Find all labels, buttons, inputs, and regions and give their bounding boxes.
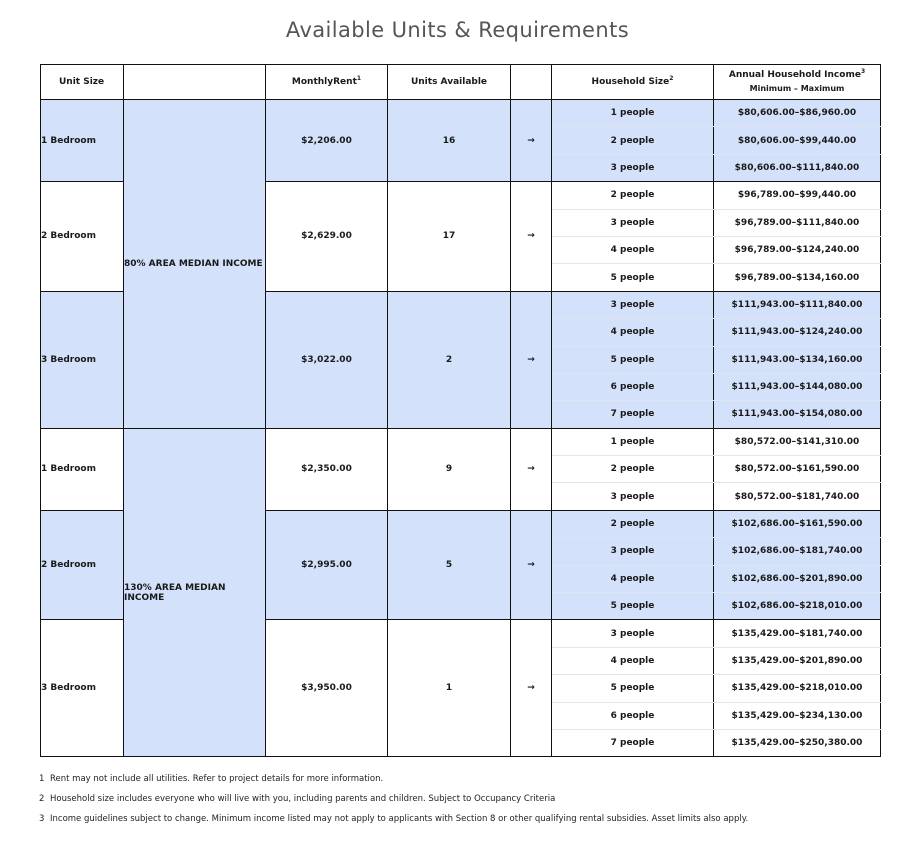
header-annual-income: Annual Household Income$^3$ Minimum – Maximum xyxy=(714,65,881,100)
monthly-rent-cell: $3,022.00 xyxy=(266,291,388,428)
income-range-cell: $111,943.00–$111,840.00 xyxy=(714,291,881,318)
units-available-cell: 17 xyxy=(388,182,511,292)
household-size-cell: 2 people xyxy=(552,456,714,483)
household-size-cell: 4 people xyxy=(552,236,714,263)
unit-size-cell: 2 Bedroom xyxy=(41,510,124,620)
income-range-cell: $111,943.00–$154,080.00 xyxy=(714,401,881,428)
income-range-cell: $80,606.00–$86,960.00 xyxy=(714,100,881,127)
footnote-ref-2: 2 xyxy=(669,75,674,82)
units-available-cell: 5 xyxy=(388,510,511,620)
ami-level-cell: 130% AREA MEDIAN INCOME xyxy=(124,428,266,757)
monthly-rent-cell: $2,350.00 xyxy=(266,428,388,510)
footnote-3: 3 Income guidelines subject to change. Minimum income listed may not apply to applicants with Section 8 or other qualifying rental subsidies. Asset limits also apply. xyxy=(39,814,749,824)
income-range-cell: $111,943.00–$134,160.00 xyxy=(714,346,881,373)
unit-size-cell: 2 Bedroom xyxy=(41,182,124,292)
footnote-2: 2 Household size includes everyone who will live with you, including parents and children. Subject to Occupancy Criteria xyxy=(39,794,556,804)
units-available-cell: 9 xyxy=(388,428,511,510)
household-size-cell: 4 people xyxy=(552,319,714,346)
header-arrow-blank xyxy=(511,65,552,100)
household-size-cell: 3 people xyxy=(552,291,714,318)
household-size-cell: 5 people xyxy=(552,346,714,373)
table-body xyxy=(41,100,881,757)
household-size-cell: 2 people xyxy=(552,182,714,209)
income-range-cell: $111,943.00–$144,080.00 xyxy=(714,373,881,400)
units-available-cell: 2 xyxy=(388,291,511,428)
header-ami-blank xyxy=(124,65,266,100)
unit-size-cell: 1 Bedroom xyxy=(41,428,124,510)
footnote-ref-1: 1 xyxy=(356,75,362,82)
household-size-cell: 7 people xyxy=(552,401,714,428)
household-size-cell: 7 people xyxy=(552,729,714,756)
unit-size-cell: 3 Bedroom xyxy=(41,291,124,428)
household-size-cell: 1 people xyxy=(552,428,714,455)
income-range-cell: $135,429.00–$181,740.00 xyxy=(714,620,881,647)
footnotes xyxy=(39,773,899,833)
income-range-cell: $135,429.00–$234,130.00 xyxy=(714,702,881,729)
header-annual-income-sub: Minimum – Maximum xyxy=(749,84,845,93)
household-size-cell: 5 people xyxy=(552,264,714,291)
units-requirements-table xyxy=(40,64,881,757)
income-range-cell: $96,789.00–$124,240.00 xyxy=(714,236,881,263)
income-range-cell: $102,686.00–$181,740.00 xyxy=(714,538,881,565)
income-range-cell: $96,789.00–$99,440.00 xyxy=(714,182,881,209)
header-unit-size: Unit Size xyxy=(41,65,124,100)
monthly-rent-cell: $3,950.00 xyxy=(266,620,388,757)
household-size-cell: 2 people xyxy=(552,127,714,154)
household-size-cell: 3 people xyxy=(552,154,714,181)
monthly-rent-cell: $2,629.00 xyxy=(266,182,388,292)
header-household-size: Household Size$^2$ xyxy=(552,65,714,100)
arrow-icon: → xyxy=(511,182,552,292)
income-range-cell: $80,606.00–$111,840.00 xyxy=(714,154,881,181)
unit-size-cell: 3 Bedroom xyxy=(41,620,124,757)
income-range-cell: $135,429.00–$250,380.00 xyxy=(714,729,881,756)
arrow-icon: → xyxy=(511,291,552,428)
income-range-cell: $111,943.00–$124,240.00 xyxy=(714,319,881,346)
monthly-rent-cell: $2,995.00 xyxy=(266,510,388,620)
household-size-cell: 5 people xyxy=(552,593,714,620)
household-size-cell: 6 people xyxy=(552,702,714,729)
page-title: Available Units & Requirements xyxy=(285,18,630,42)
footnote-1: 1 Rent may not include all utilities. Refer to project details for more information. xyxy=(39,774,384,784)
income-range-cell: $135,429.00–$201,890.00 xyxy=(714,647,881,674)
household-size-cell: 3 people xyxy=(552,209,714,236)
income-range-cell: $102,686.00–$201,890.00 xyxy=(714,565,881,592)
units-available-cell: 1 xyxy=(388,620,511,757)
income-range-cell: $80,572.00–$141,310.00 xyxy=(714,428,881,455)
income-range-cell: $102,686.00–$161,590.00 xyxy=(714,510,881,537)
arrow-icon: → xyxy=(511,100,552,182)
header-monthly-rent: MonthlyRent$^1$ xyxy=(266,65,388,100)
household-size-cell: 3 people xyxy=(552,483,714,510)
footnote-ref-3: 3 xyxy=(860,68,866,75)
household-size-cell: 1 people xyxy=(552,100,714,127)
table-row xyxy=(41,100,881,127)
ami-level-cell: 80% AREA MEDIAN INCOME xyxy=(124,100,266,429)
table-row xyxy=(41,428,881,455)
unit-size-cell: 1 Bedroom xyxy=(41,100,124,182)
income-range-cell: $80,572.00–$161,590.00 xyxy=(714,456,881,483)
header-units-available: Units Available xyxy=(388,65,511,100)
income-range-cell: $102,686.00–$218,010.00 xyxy=(714,593,881,620)
income-range-cell: $80,606.00–$99,440.00 xyxy=(714,127,881,154)
household-size-cell: 3 people xyxy=(552,538,714,565)
income-range-cell: $135,429.00–$218,010.00 xyxy=(714,675,881,702)
household-size-cell: 2 people xyxy=(552,510,714,537)
household-size-cell: 6 people xyxy=(552,373,714,400)
units-available-cell: 16 xyxy=(388,100,511,182)
arrow-icon: → xyxy=(511,428,552,510)
arrow-icon: → xyxy=(511,620,552,757)
income-range-cell: $80,572.00–$181,740.00 xyxy=(714,483,881,510)
household-size-cell: 4 people xyxy=(552,565,714,592)
arrow-icon: → xyxy=(511,510,552,620)
income-range-cell: $96,789.00–$134,160.00 xyxy=(714,264,881,291)
table-header-row xyxy=(41,65,881,100)
household-size-cell: 3 people xyxy=(552,620,714,647)
household-size-cell: 4 people xyxy=(552,647,714,674)
income-range-cell: $96,789.00–$111,840.00 xyxy=(714,209,881,236)
monthly-rent-cell: $2,206.00 xyxy=(266,100,388,182)
household-size-cell: 5 people xyxy=(552,675,714,702)
